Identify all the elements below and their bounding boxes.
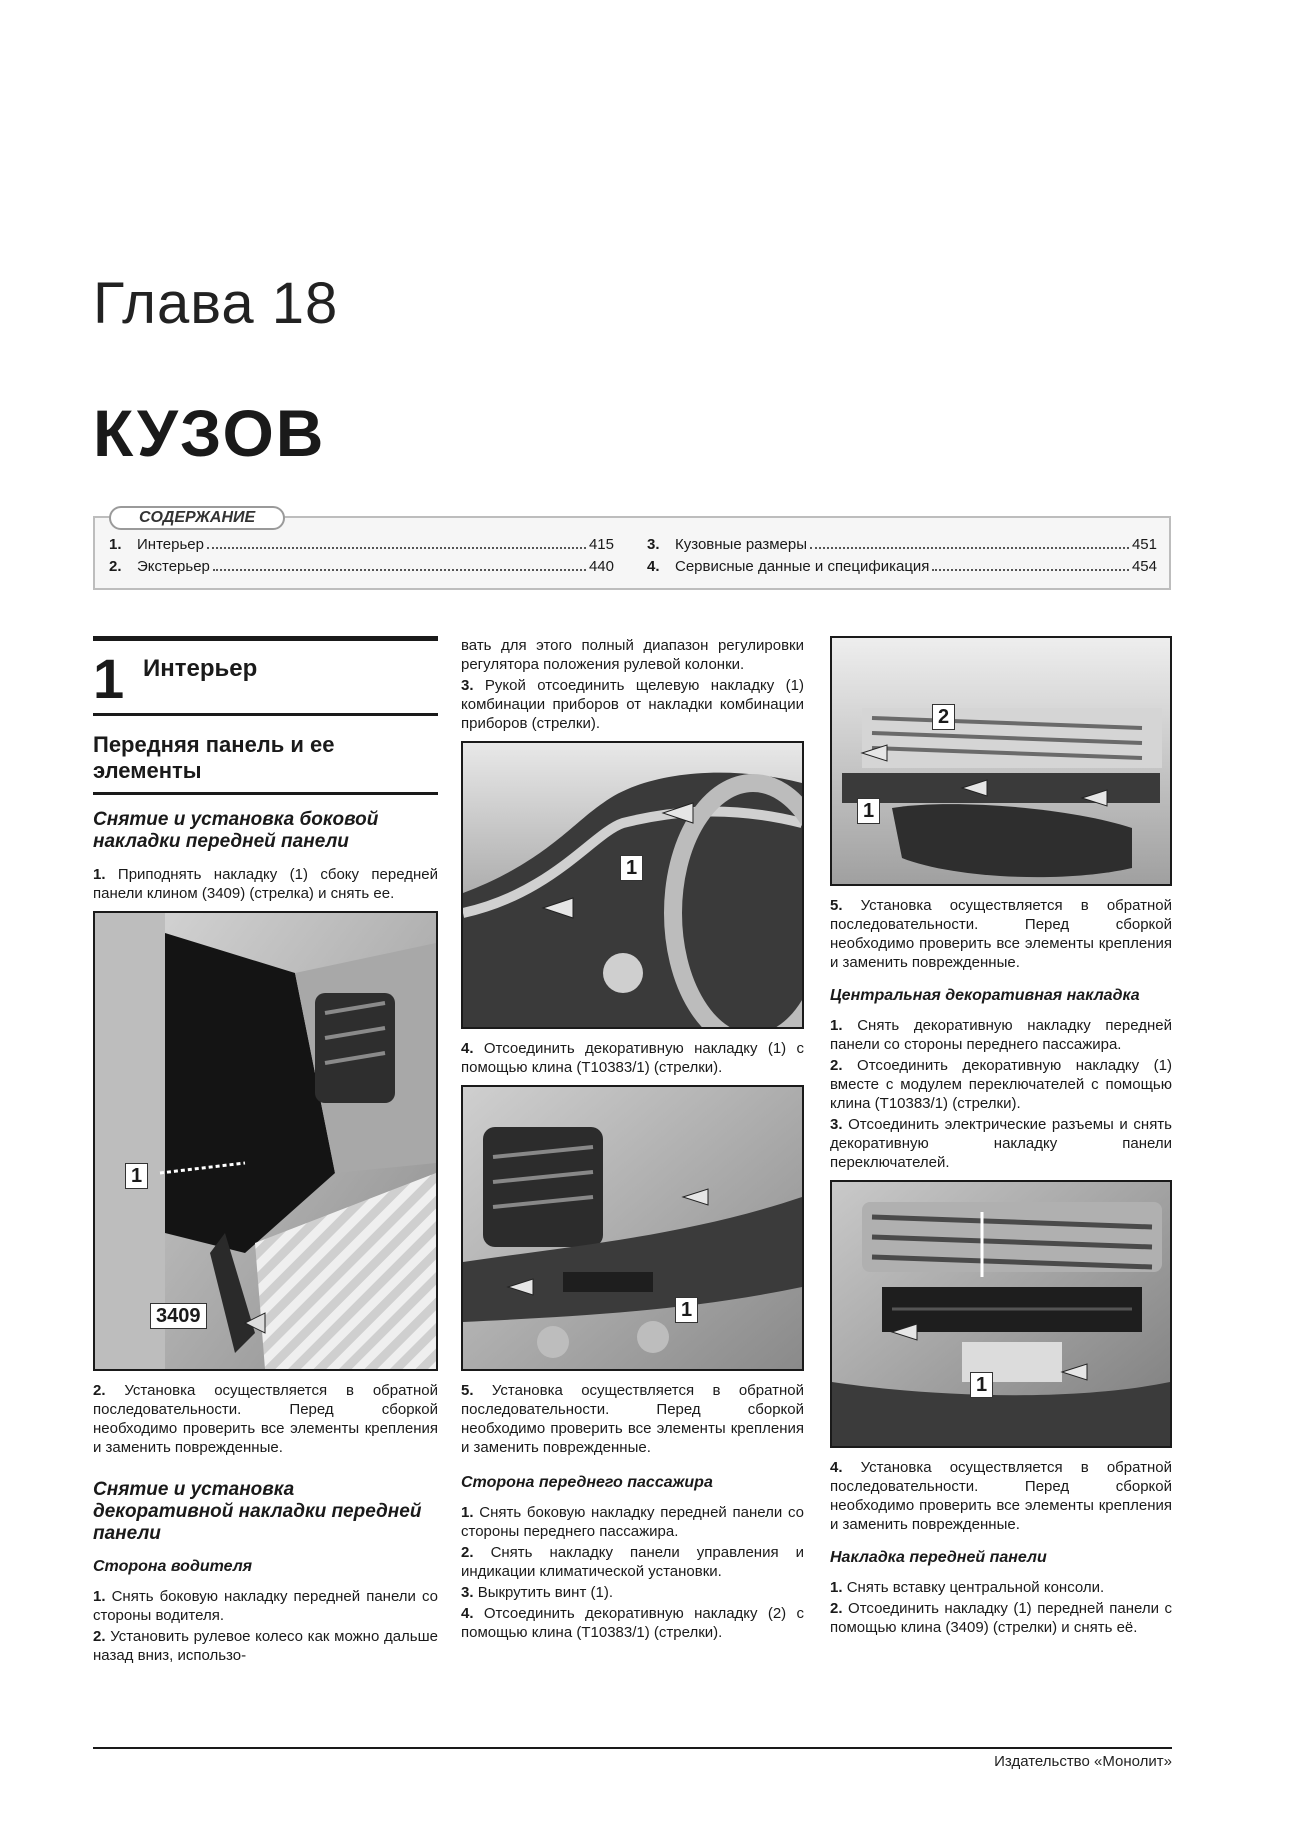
step-text: 4. Отсоединить декоративную накладку (1) с помощью клина (T10383/1) (стрелки). bbox=[461, 1040, 804, 1076]
step-text: 3. Отсоединить электрические разъемы и снять декоративную накладку панели переключателей. bbox=[830, 1116, 1172, 1171]
step-text: 1. Снять боковую накладку передней панели со стороны водителя. bbox=[93, 1588, 439, 1624]
callout-label: 3409 bbox=[150, 1303, 207, 1329]
toc-item[interactable]: 4. Сервисные данные и спецификация 454 bbox=[647, 558, 1157, 575]
table-of-contents bbox=[93, 509, 1171, 590]
side-heading: Центральная декоративная накладка bbox=[830, 987, 1140, 1004]
step-text: 1. Приподнять накладку (1) сбоку передней панели клином (3409) (стрелка) и снять ее. bbox=[93, 866, 438, 902]
column-1 bbox=[93, 636, 438, 1671]
column-2 bbox=[461, 636, 804, 1648]
side-heading: Накладка передней панели bbox=[830, 1549, 1047, 1566]
step-text: 2. Установить рулевое колесо как можно дальше назад вниз, использо- bbox=[93, 1628, 438, 1664]
column-3 bbox=[830, 636, 1172, 1643]
callout-label: 1 bbox=[125, 1163, 148, 1189]
callout-label: 1 bbox=[970, 1372, 993, 1398]
step-text: 2. Снять накладку панели управления и индикации климатической установки. bbox=[461, 1544, 804, 1580]
step-text: 1. Снять вставку центральной консоли. bbox=[830, 1579, 1105, 1596]
step-text: 2. Отсоединить накладку (1) передней панели с помощью клина (3409) (стрелки) и снять её. bbox=[830, 1600, 1173, 1636]
photo-central-trim bbox=[830, 1180, 1172, 1448]
section-header bbox=[93, 636, 438, 716]
side-heading: Сторона водителя bbox=[93, 1558, 253, 1575]
step-text: 5. Установка осуществляется в обратной последовательности. Перед сборкой необходимо проверить все элементы крепления и заменить поврежденные. bbox=[461, 1382, 804, 1456]
step-text: 1. Снять боковую накладку передней панели со стороны переднего пассажира. bbox=[461, 1504, 805, 1540]
section-title: Интерьер bbox=[143, 655, 258, 682]
step-text: 2. Отсоединить декоративную накладку (1) вместе с модулем переключателей с помощью клина (T10383/1) (стрелки). bbox=[830, 1057, 1172, 1112]
photo-decorative-trim bbox=[461, 1085, 804, 1371]
chapter-number: Глава 18 bbox=[93, 271, 339, 336]
callout-label: 1 bbox=[620, 855, 643, 881]
publisher-footer: Издательство «Монолит» bbox=[994, 1753, 1172, 1770]
photo-instrument-trim bbox=[461, 741, 804, 1029]
photo-passenger-trim bbox=[830, 636, 1172, 886]
step-text: 3. Выкрутить винт (1). bbox=[461, 1584, 613, 1601]
subsection-heading: Передняя панель и ее элементы bbox=[93, 716, 438, 795]
footer-rule bbox=[93, 1747, 1172, 1749]
procedure-heading: Снятие и установка боковой накладки передней панели bbox=[93, 809, 379, 852]
toc-label: СОДЕРЖАНИЕ bbox=[109, 506, 285, 530]
step-text: 3. Рукой отсоединить щелевую накладку (1) комбинации приборов от накладки комбинации приборов (стрелки). bbox=[461, 677, 804, 732]
toc-item[interactable]: 1. Интерьер 415 bbox=[109, 536, 614, 553]
toc-item[interactable]: 3. Кузовные размеры 451 bbox=[647, 536, 1157, 553]
side-heading: Сторона переднего пассажира bbox=[461, 1474, 713, 1491]
step-text: вать для этого полный диапазон регулировки регулятора положения рулевой колонки. bbox=[461, 637, 804, 673]
step-text: 4. Отсоединить декоративную накладку (2) с помощью клина (T10383/1) (стрелки). bbox=[461, 1605, 804, 1641]
step-text: 1. Снять декоративную накладку передней панели со стороны переднего пассажира. bbox=[830, 1017, 1173, 1053]
step-text: 5. Установка осуществляется в обратной последовательности. Перед сборкой необходимо проверить все элементы крепления и заменить поврежденные. bbox=[830, 897, 1172, 971]
toc-item[interactable]: 2. Экстерьер 440 bbox=[109, 558, 614, 575]
procedure-heading: Снятие и установка декоративной накладки передней панели bbox=[93, 1479, 422, 1544]
toc-column-right bbox=[647, 534, 1157, 578]
step-text: 2. Установка осуществляется в обратной последовательности. Перед сборкой необходимо проверить все элементы крепления и заменить поврежденные. bbox=[93, 1382, 438, 1456]
chapter-title: КУЗОВ bbox=[93, 396, 326, 470]
callout-label: 1 bbox=[857, 798, 880, 824]
photo-side-trim bbox=[93, 911, 438, 1371]
toc-column-left bbox=[109, 534, 614, 578]
callout-label: 1 bbox=[675, 1297, 698, 1323]
callout-label: 2 bbox=[932, 704, 955, 730]
step-text: 4. Установка осуществляется в обратной последовательности. Перед сборкой необходимо проверить все элементы крепления и заменить поврежденные. bbox=[830, 1459, 1172, 1533]
section-number: 1 bbox=[93, 647, 125, 710]
